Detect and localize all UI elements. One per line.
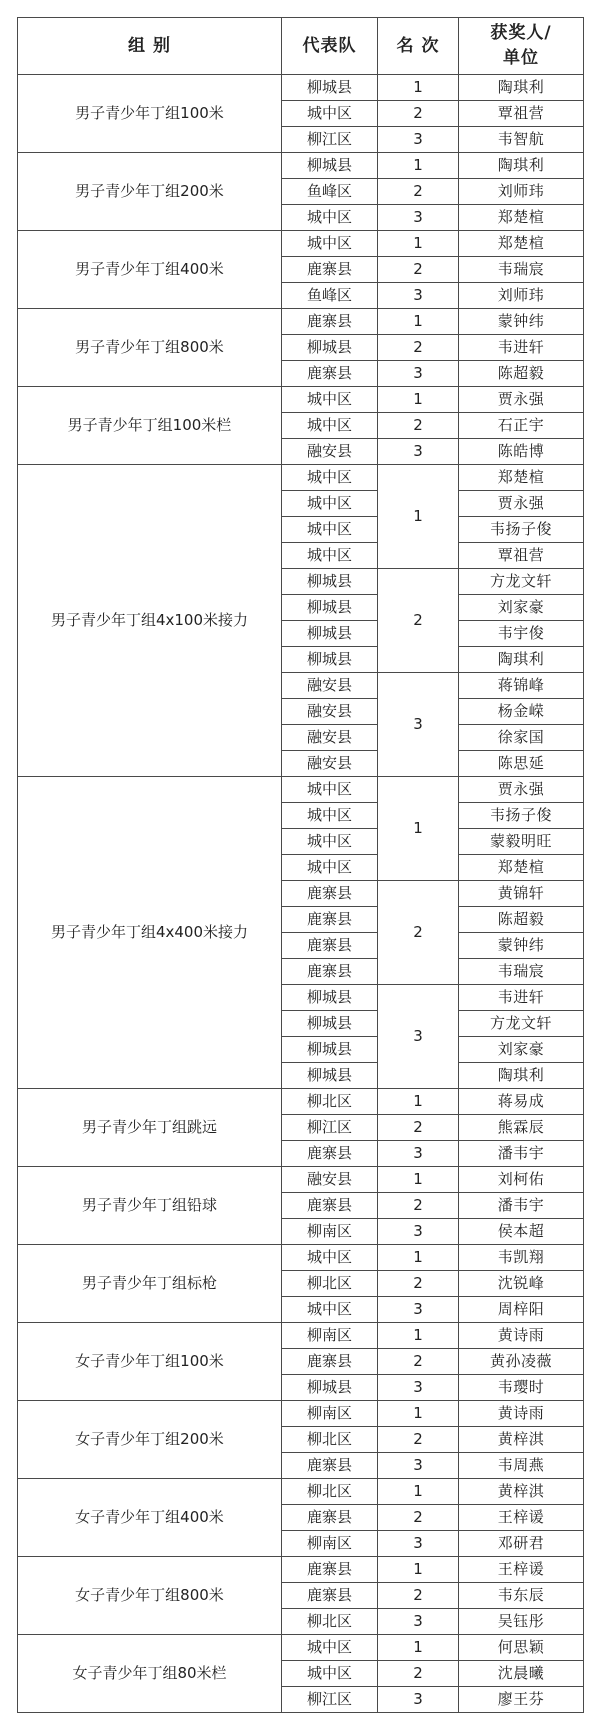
winner-cell: 何思颖 [459, 1635, 584, 1661]
table-row [18, 1557, 584, 1583]
team-cell: 城中区 [282, 1635, 378, 1661]
winner-cell: 陈皓博 [459, 439, 584, 465]
rank-cell: 2 [378, 1583, 459, 1609]
rank-cell: 3 [378, 439, 459, 465]
winner-cell: 蒙毅明旺 [459, 829, 584, 855]
winner-cell: 刘师玮 [459, 283, 584, 309]
team-cell: 城中区 [282, 1245, 378, 1271]
rank-cell: 3 [378, 985, 459, 1089]
rank-cell: 1 [378, 1635, 459, 1661]
team-cell: 柳北区 [282, 1089, 378, 1115]
table-row [18, 1245, 584, 1271]
rank-cell: 1 [378, 231, 459, 257]
event-name-cell: 男子青少年丁组200米 [18, 153, 282, 231]
rank-cell: 1 [378, 1323, 459, 1349]
rank-cell: 2 [378, 1661, 459, 1687]
winner-cell: 廖王芬 [459, 1687, 584, 1713]
rank-cell: 1 [378, 1167, 459, 1193]
rank-cell: 3 [378, 127, 459, 153]
rank-cell: 3 [378, 1375, 459, 1401]
winner-cell: 王梓谖 [459, 1505, 584, 1531]
team-cell: 柳城县 [282, 1011, 378, 1037]
rank-cell: 2 [378, 179, 459, 205]
winner-cell: 侯本超 [459, 1219, 584, 1245]
rank-cell: 3 [378, 1687, 459, 1713]
rank-cell: 1 [378, 153, 459, 179]
winner-cell: 陈超毅 [459, 361, 584, 387]
team-cell: 融安县 [282, 751, 378, 777]
event-name-cell: 男子青少年丁组800米 [18, 309, 282, 387]
winner-cell: 韦智航 [459, 127, 584, 153]
rank-cell: 1 [378, 1245, 459, 1271]
team-cell: 鹿寨县 [282, 257, 378, 283]
team-cell: 城中区 [282, 231, 378, 257]
rank-cell: 3 [378, 283, 459, 309]
team-cell: 柳北区 [282, 1609, 378, 1635]
winner-cell: 韦宇俊 [459, 621, 584, 647]
team-cell: 柳城县 [282, 335, 378, 361]
rank-cell: 3 [378, 1609, 459, 1635]
event-name-cell: 男子青少年丁组标枪 [18, 1245, 282, 1323]
winner-cell: 熊霖辰 [459, 1115, 584, 1141]
team-cell: 鹿寨县 [282, 1557, 378, 1583]
table-header [18, 18, 584, 75]
winner-cell: 贾永强 [459, 387, 584, 413]
header-winner [459, 18, 584, 75]
team-cell: 城中区 [282, 387, 378, 413]
header-group: 组 别 [18, 18, 282, 75]
event-name-cell: 男子青少年丁组100米栏 [18, 387, 282, 465]
rank-cell: 3 [378, 1141, 459, 1167]
team-cell: 柳城县 [282, 595, 378, 621]
table-row [18, 1167, 584, 1193]
winner-cell: 陈超毅 [459, 907, 584, 933]
winner-cell: 陶琪利 [459, 75, 584, 101]
winner-cell: 韦璎时 [459, 1375, 584, 1401]
team-cell: 鹿寨县 [282, 1349, 378, 1375]
rank-cell: 3 [378, 1453, 459, 1479]
team-cell: 鹿寨县 [282, 959, 378, 985]
team-cell: 柳城县 [282, 75, 378, 101]
winner-cell: 黄诗雨 [459, 1401, 584, 1427]
team-cell: 柳江区 [282, 127, 378, 153]
team-cell: 城中区 [282, 543, 378, 569]
winner-cell: 陶琪利 [459, 153, 584, 179]
team-cell: 柳南区 [282, 1323, 378, 1349]
team-cell: 鹿寨县 [282, 309, 378, 335]
table-row [18, 75, 584, 101]
winner-cell: 王梓谖 [459, 1557, 584, 1583]
team-cell: 城中区 [282, 777, 378, 803]
team-cell: 城中区 [282, 101, 378, 127]
team-cell: 融安县 [282, 673, 378, 699]
rank-cell: 1 [378, 387, 459, 413]
winner-cell: 刘柯佑 [459, 1167, 584, 1193]
winner-cell: 郑楚楦 [459, 205, 584, 231]
event-name-cell: 女子青少年丁组800米 [18, 1557, 282, 1635]
winner-cell: 黄梓淇 [459, 1427, 584, 1453]
rank-cell: 1 [378, 465, 459, 569]
winner-cell: 郑楚楦 [459, 465, 584, 491]
team-cell: 鱼峰区 [282, 283, 378, 309]
team-cell: 城中区 [282, 465, 378, 491]
team-cell: 柳南区 [282, 1531, 378, 1557]
rank-cell: 3 [378, 205, 459, 231]
header-team: 代表队 [282, 18, 378, 75]
rank-cell: 3 [378, 361, 459, 387]
team-cell: 鹿寨县 [282, 361, 378, 387]
table-row [18, 1479, 584, 1505]
team-cell: 鹿寨县 [282, 1583, 378, 1609]
table-row [18, 465, 584, 491]
winner-cell: 韦瑞宸 [459, 959, 584, 985]
winner-cell: 陶琪利 [459, 1063, 584, 1089]
team-cell: 柳城县 [282, 647, 378, 673]
winner-cell: 周梓阳 [459, 1297, 584, 1323]
winner-cell: 蒋锦峰 [459, 673, 584, 699]
team-cell: 鹿寨县 [282, 907, 378, 933]
table-row [18, 1089, 584, 1115]
header-rank: 名 次 [378, 18, 459, 75]
team-cell: 柳城县 [282, 1375, 378, 1401]
rank-cell: 2 [378, 1349, 459, 1375]
team-cell: 鹿寨县 [282, 1141, 378, 1167]
team-cell: 柳北区 [282, 1271, 378, 1297]
winner-cell: 韦东辰 [459, 1583, 584, 1609]
event-name-cell: 男子青少年丁组4x100米接力 [18, 465, 282, 777]
header-row [18, 18, 584, 75]
team-cell: 城中区 [282, 205, 378, 231]
winner-cell: 韦进轩 [459, 985, 584, 1011]
winner-cell: 韦进轩 [459, 335, 584, 361]
winner-cell: 黄诗雨 [459, 1323, 584, 1349]
rank-cell: 2 [378, 569, 459, 673]
team-cell: 城中区 [282, 803, 378, 829]
winner-cell: 潘韦宇 [459, 1141, 584, 1167]
team-cell: 柳城县 [282, 569, 378, 595]
table-row [18, 309, 584, 335]
table-row [18, 1401, 584, 1427]
winner-cell: 覃祖营 [459, 101, 584, 127]
table-row [18, 153, 584, 179]
team-cell: 柳江区 [282, 1115, 378, 1141]
winner-cell: 蒋易成 [459, 1089, 584, 1115]
rank-cell: 1 [378, 1557, 459, 1583]
team-cell: 城中区 [282, 413, 378, 439]
winner-cell: 韦瑞宸 [459, 257, 584, 283]
rank-cell: 3 [378, 1531, 459, 1557]
team-cell: 柳城县 [282, 1037, 378, 1063]
rank-cell: 1 [378, 777, 459, 881]
rank-cell: 1 [378, 75, 459, 101]
team-cell: 城中区 [282, 829, 378, 855]
event-name-cell: 男子青少年丁组铅球 [18, 1167, 282, 1245]
event-name-cell: 男子青少年丁组4x400米接力 [18, 777, 282, 1089]
team-cell: 柳北区 [282, 1427, 378, 1453]
team-cell: 柳城县 [282, 621, 378, 647]
winner-cell: 方龙文轩 [459, 1011, 584, 1037]
team-cell: 柳南区 [282, 1401, 378, 1427]
rank-cell: 1 [378, 1479, 459, 1505]
team-cell: 城中区 [282, 855, 378, 881]
winner-cell: 贾永强 [459, 491, 584, 517]
table-row [18, 1323, 584, 1349]
team-cell: 城中区 [282, 517, 378, 543]
winner-cell: 陶琪利 [459, 647, 584, 673]
rank-cell: 2 [378, 881, 459, 985]
team-cell: 柳北区 [282, 1479, 378, 1505]
team-cell: 鹿寨县 [282, 1453, 378, 1479]
rank-cell: 3 [378, 673, 459, 777]
rank-cell: 2 [378, 1271, 459, 1297]
winner-cell: 覃祖营 [459, 543, 584, 569]
winner-cell: 杨金嵘 [459, 699, 584, 725]
winner-cell: 刘师玮 [459, 179, 584, 205]
winner-cell: 徐家国 [459, 725, 584, 751]
team-cell: 柳城县 [282, 1063, 378, 1089]
rank-cell: 2 [378, 335, 459, 361]
team-cell: 柳南区 [282, 1219, 378, 1245]
winner-cell: 韦扬子俊 [459, 803, 584, 829]
winner-cell: 邓研君 [459, 1531, 584, 1557]
winner-cell: 吴钰彤 [459, 1609, 584, 1635]
header-winner-line1: 获奖人/ [490, 23, 552, 43]
event-name-cell: 男子青少年丁组100米 [18, 75, 282, 153]
rank-cell: 1 [378, 1401, 459, 1427]
team-cell: 融安县 [282, 699, 378, 725]
winner-cell: 沈晨曦 [459, 1661, 584, 1687]
table-row [18, 231, 584, 257]
team-cell: 融安县 [282, 725, 378, 751]
team-cell: 鹿寨县 [282, 1505, 378, 1531]
rank-cell: 2 [378, 101, 459, 127]
team-cell: 城中区 [282, 1297, 378, 1323]
team-cell: 柳城县 [282, 153, 378, 179]
results-table [17, 17, 584, 1713]
table-row [18, 777, 584, 803]
team-cell: 城中区 [282, 491, 378, 517]
winner-cell: 郑楚楦 [459, 231, 584, 257]
table-row [18, 1635, 584, 1661]
winner-cell: 贾永强 [459, 777, 584, 803]
winner-cell: 韦扬子俊 [459, 517, 584, 543]
team-cell: 柳江区 [282, 1687, 378, 1713]
rank-cell: 3 [378, 1297, 459, 1323]
table-body [18, 75, 584, 1713]
team-cell: 融安县 [282, 439, 378, 465]
team-cell: 鱼峰区 [282, 179, 378, 205]
team-cell: 鹿寨县 [282, 881, 378, 907]
rank-cell: 2 [378, 257, 459, 283]
winner-cell: 沈锐峰 [459, 1271, 584, 1297]
winner-cell: 黄梓淇 [459, 1479, 584, 1505]
rank-cell: 2 [378, 1505, 459, 1531]
team-cell: 城中区 [282, 1661, 378, 1687]
event-name-cell: 男子青少年丁组400米 [18, 231, 282, 309]
rank-cell: 2 [378, 413, 459, 439]
winner-cell: 石正宇 [459, 413, 584, 439]
winner-cell: 陈思延 [459, 751, 584, 777]
winner-cell: 刘家豪 [459, 1037, 584, 1063]
winner-cell: 韦凯翔 [459, 1245, 584, 1271]
winner-cell: 韦周燕 [459, 1453, 584, 1479]
event-name-cell: 女子青少年丁组200米 [18, 1401, 282, 1479]
rank-cell: 3 [378, 1219, 459, 1245]
rank-cell: 2 [378, 1427, 459, 1453]
winner-cell: 蒙钟纬 [459, 309, 584, 335]
rank-cell: 1 [378, 309, 459, 335]
winner-cell: 郑楚楦 [459, 855, 584, 881]
event-name-cell: 女子青少年丁组80米栏 [18, 1635, 282, 1713]
team-cell: 鹿寨县 [282, 1193, 378, 1219]
team-cell: 融安县 [282, 1167, 378, 1193]
header-winner-line2: 单位 [503, 48, 539, 68]
event-name-cell: 女子青少年丁组400米 [18, 1479, 282, 1557]
team-cell: 柳城县 [282, 985, 378, 1011]
event-name-cell: 男子青少年丁组跳远 [18, 1089, 282, 1167]
winner-cell: 黄孙凌薇 [459, 1349, 584, 1375]
winner-cell: 蒙钟纬 [459, 933, 584, 959]
rank-cell: 2 [378, 1115, 459, 1141]
winner-cell: 方龙文轩 [459, 569, 584, 595]
team-cell: 鹿寨县 [282, 933, 378, 959]
event-name-cell: 女子青少年丁组100米 [18, 1323, 282, 1401]
winner-cell: 黄锦轩 [459, 881, 584, 907]
rank-cell: 2 [378, 1193, 459, 1219]
rank-cell: 1 [378, 1089, 459, 1115]
table-row [18, 387, 584, 413]
winner-cell: 潘韦宇 [459, 1193, 584, 1219]
winner-cell: 刘家豪 [459, 595, 584, 621]
